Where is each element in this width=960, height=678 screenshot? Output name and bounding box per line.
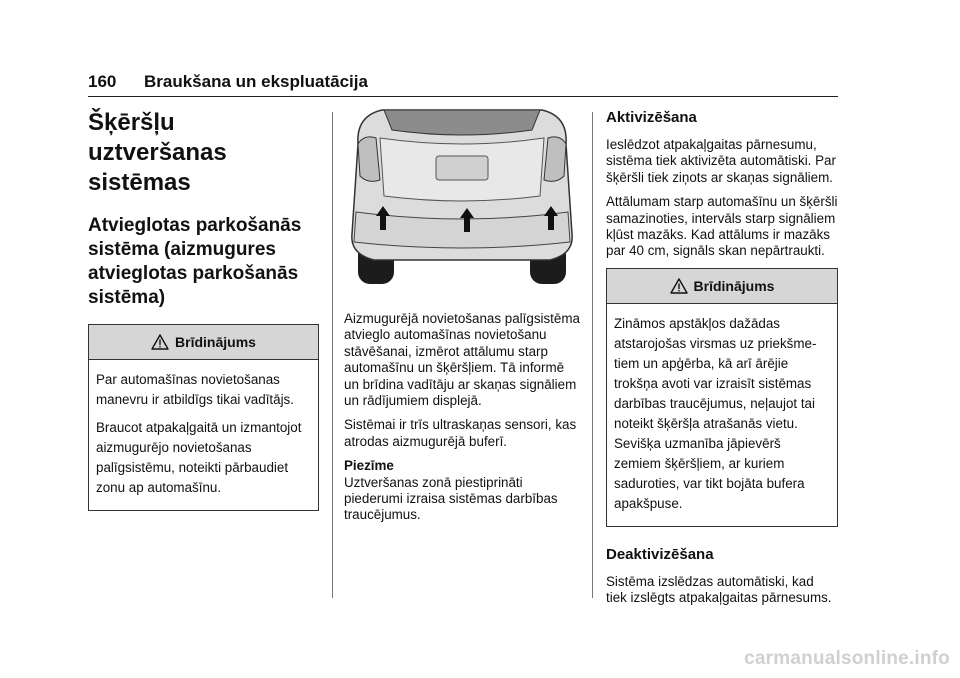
body-paragraph: Sistēmai ir trīs ultraskaņas sensori, kas atrodas aizmugurējā buferī.	[344, 417, 577, 449]
page-header	[88, 66, 838, 97]
chapter-title: Braukšana un ekspluatācija	[144, 72, 368, 91]
warning-paragraph: Par automašīnas novietošanas manevru ir atbildīgs tikai vadītājs.	[96, 372, 294, 407]
body-paragraph: Aizmugurējā novietošanas palīgsistēma atvieglo automašīnas novietošanu stāvēšanai, izmērot attālumu starp automašīnu un šķēršļiem. Tā informē un brīdina vadītāju ar skaņas signāliem un rādījumiem displejā.	[344, 311, 580, 409]
left-column	[88, 108, 319, 525]
warning-header	[89, 325, 318, 360]
note-text: Uztveršanas zonā piestiprināti piederumi izraisa sistēmas darbības traucējumus.	[344, 474, 558, 523]
note-title: Piezīme	[344, 458, 394, 474]
column-divider	[592, 112, 593, 598]
section-title: Šķēršļu uztveršanas sistēmas	[88, 109, 227, 196]
page-number: 160	[88, 72, 117, 91]
warning-triangle-icon	[670, 278, 688, 294]
warning-paragraph: Zināmos apstākļos dažādas atstarojošas virsmas uz priekšmetiem un apģērba, kā arī ārējie trokšņa avoti var izraisīt sistēmas darbības traucējumus, neļaujot tai noteikt šķēršļa atrašanās vietu. Sevišķa uzmanība jāpievērš zemiem šķēršļiem, ar kuriem saduroties, var tikt bojāta bufera apakšpuse.	[614, 315, 817, 511]
warning-triangle-icon	[151, 334, 169, 350]
right-column	[606, 108, 838, 615]
body-paragraph: Sistēma izslēdzas automātiski, kad tiek izslēgts atpakaļgaitas pārnesums.	[606, 573, 832, 606]
body-paragraph: Ieslēdzot atpakaļgaitas pārnesumu, sistēma tiek aktivizēta automātiski. Par šķēršli tiek ziņots ar skaņas signāliem.	[606, 137, 836, 185]
watermark: carmanualsonline.info	[744, 648, 950, 669]
middle-column	[344, 108, 580, 532]
warning-paragraph: Braucot atpakaļgaitā un izmantojot aizmugurējo novietošanas palīgsistēmu, noteikti pārbaudiet zonu ap automašīnu.	[96, 420, 302, 495]
deactivation-heading: Deaktivizēšana	[606, 545, 714, 563]
section-subtitle: Atvieglotas parkošanās sistēma (aizmugures atvieglotas parkošanās sistēma)	[88, 215, 302, 308]
warning-box	[606, 268, 838, 527]
warning-heading: Brīdinājums	[175, 334, 256, 350]
body-paragraph: Attālumam starp automašīnu un šķēršli samazinoties, intervāls starp signāliem kļūst mazāks. Kad attālums ir mazāks par 40 cm, signāls skan nepārtraukti.	[606, 194, 838, 259]
car-rear-illustration	[344, 104, 580, 288]
column-divider	[332, 112, 333, 598]
warning-heading: Brīdinājums	[693, 277, 775, 294]
warning-box	[88, 324, 319, 511]
activation-heading: Aktivizēšana	[606, 109, 697, 126]
warning-header	[607, 269, 837, 304]
